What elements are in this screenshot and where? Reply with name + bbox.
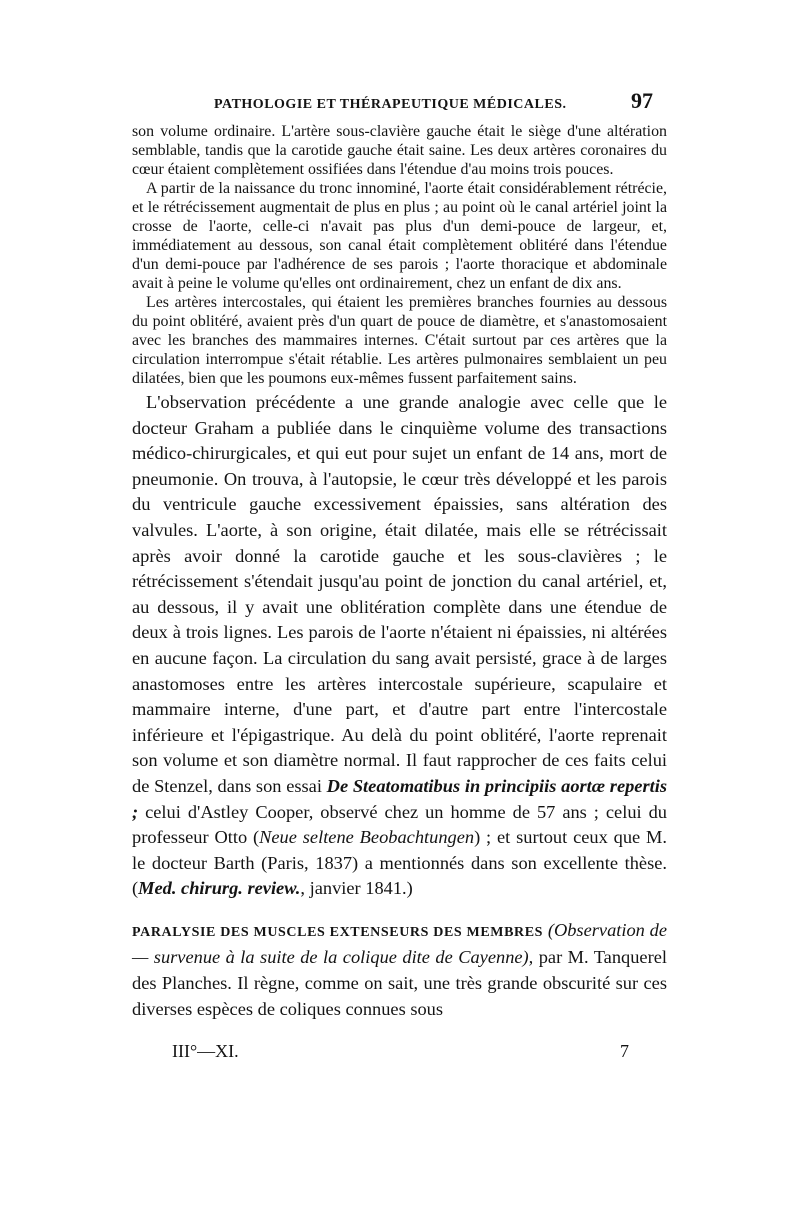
page-header	[132, 88, 667, 122]
small-paragraph-1: son volume ordinaire. L'artère sous-clavière gauche était le siège d'une altération semblable, tandis que la carotide gauche était saine. Les deux artères coronaires du cœur étaient complètement ossifiées dans l'étendue d'au moins trois pouces.	[132, 123, 667, 178]
section-body-text: par M. Tanquerel des Planches. Il règne, comme on sait, une très grande obscurité sur ces diverses espèces de coliques connues sous	[132, 947, 667, 1019]
main-text-block	[132, 390, 667, 902]
section-italic-text: (Observation de — survenue à la suite de la colique dite de Cayenne),	[132, 919, 667, 968]
running-head: PATHOLOGIE ET THÉRAPEUTIQUE MÉDICALES.	[214, 97, 567, 112]
main-paragraph-part-4: , janvier 1841.)	[300, 878, 413, 899]
cited-title-otto: Neue seltene Beobachtungen	[259, 827, 475, 848]
small-paragraph-3: Les artères intercostales, qui étaient les premières branches fournies au dessous du point oblitéré, avaient près d'un quart de pouce de diamètre, et s'anastomosaient avec les branches des mammaires internes. C'était surtout par ces artères que la circulation interrompue s'était rétablie. Les artères pulmonaires semblaient un peu dilatées, bien que les poumons eux-mêmes fussent parfaitement sains.	[132, 294, 667, 387]
section-paragraph	[132, 918, 667, 1022]
cited-journal: Med. chirurg. review.	[138, 878, 301, 899]
main-paragraph-part-2: celui d'Astley Cooper, observé chez un homme de 57 ans ; celui du professeur Otto (	[132, 801, 667, 848]
small-print-block	[132, 122, 667, 388]
small-paragraph-2: A partir de la naissance du tronc innominé, l'aorte était considérablement rétrécie, et le rétrécissement augmentait de plus en plus ; au point où le canal artériel joint la crosse de l'aorte, celle-ci n'avait pas plus d'un demi-pouce de largeur, et, immédiatement au dessous, son canal était complètement oblitéré dans l'étendue d'un demi-pouce par l'adhérence de ses parois ; l'aorte thoracique et abdominale avait à peine le volume qu'elles ont ordinairement, chez un enfant de dix ans.	[132, 180, 667, 292]
signature-mark: III°—XI.	[172, 1040, 239, 1061]
main-paragraph	[132, 390, 667, 902]
section-heading: PARALYSIE DES MUSCLES EXTENSEURS DES MEMBRES	[132, 924, 544, 940]
page-number: 97	[631, 88, 653, 113]
page-footer	[132, 1041, 667, 1062]
main-paragraph-part-3: ) ; et surtout ceux que M. le docteur Barth (Paris, 1837) a mentionnés dans son excellente thèse. (	[132, 827, 667, 899]
main-paragraph-part-1: L'observation précédente a une grande analogie avec celle que le docteur Graham a publiée dans le cinquième volume des transactions médico-chirurgicales, et qui eut pour sujet un enfant de 14 ans, mort de pneumonie. On trouva, à l'autopsie, le cœur très développé et les parois du ventricule gauche excessivement épaissies, sans altération des valvules. L'aorte, à son origine, était dilatée, mais elle se rétrécissait après avoir donné la carotide gauche et les sous-clavières ; le rétrécissement s'étendait jusqu'au point de jonction du canal artériel, et, au dessous, il y avait une oblitération complète dans une étendue de deux à trois lignes. Les parois de l'aorte n'étaient ni épaissies, ni altérées en aucune façon. La circulation du sang avait persisté, grace à de larges anastomoses entre les artères intercostale supérieure, scapulaire et mammaire interne, d'une part, et d'autre part entre l'intercostale inférieure et l'épigastrique. Au delà du point oblitéré, l'aorte reprenait son volume et son diamètre normal. Il faut rapprocher de ces faits celui de Stenzel, dans son essai	[132, 392, 667, 796]
signature-number: 7	[620, 1040, 629, 1061]
document-page	[132, 88, 667, 1062]
cited-title-steatomatibus: De Steatomatibus in principiis aortæ repertis ;	[132, 775, 667, 822]
